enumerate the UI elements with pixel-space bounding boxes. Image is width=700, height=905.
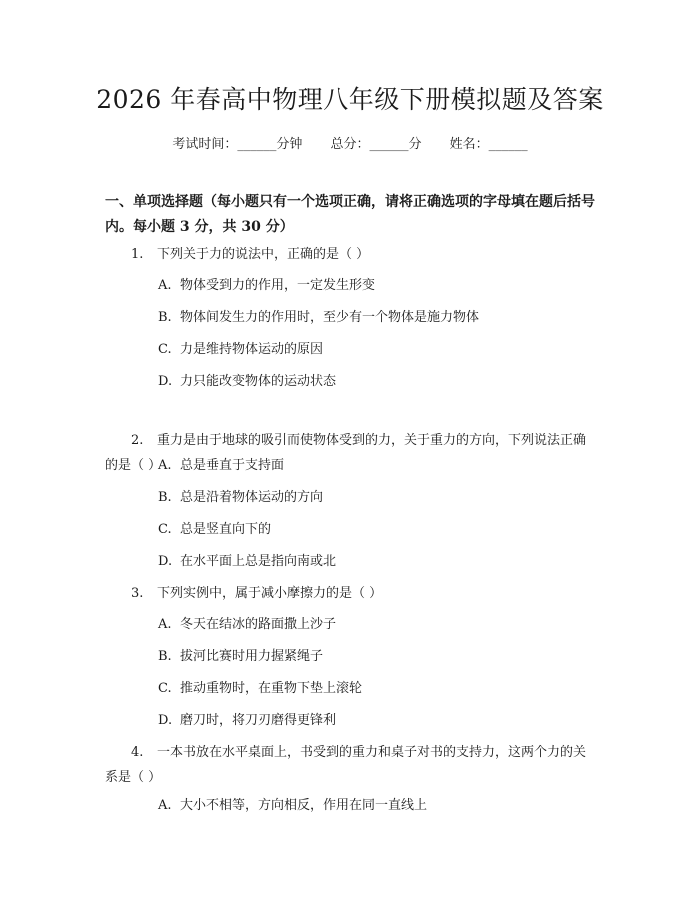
option-text: 物体受到力的作用，一定发生形变 [180, 278, 376, 293]
question-text: 下列实例中，属于减小摩擦力的是（ ） [157, 586, 383, 601]
option-text: 拔河比赛时用力握紧绳子 [180, 649, 324, 664]
option-letter: A. [158, 617, 172, 632]
question-4-option-a [158, 796, 598, 816]
question-1-option-a [158, 276, 598, 296]
option-text: 磨刀时，将刀刃磨得更锋利 [180, 713, 337, 728]
section-heading: 一、单项选择题（每小题只有一个选项正确，请将正确选项的字母填在题后括号内。每小题 3 分，共 30 分） [105, 194, 595, 235]
question-2-option-a [158, 456, 598, 476]
exam-time-field: 考试时间：______分钟 [172, 137, 303, 152]
option-letter: D. [158, 374, 173, 389]
question-4 [105, 740, 595, 790]
question-2-option-b [158, 488, 598, 508]
option-letter: C. [158, 522, 172, 537]
question-text: 一本书放在水平桌面上，书受到的重力和桌子对书的支持力，这两个力的关系是（ ） [105, 745, 587, 785]
question-3-option-b [158, 647, 598, 667]
option-letter: A. [158, 278, 172, 293]
question-3-option-a [158, 615, 598, 635]
option-letter: D. [158, 554, 173, 569]
question-number: 4. [131, 745, 144, 760]
question-1-option-c [158, 340, 598, 360]
option-text: 在水平面上总是指向南或北 [180, 554, 337, 569]
question-3-option-d [158, 711, 598, 731]
option-letter: A. [158, 458, 172, 473]
exam-info [0, 133, 700, 152]
option-text: 冬天在结冰的路面撒上沙子 [180, 617, 337, 632]
question-3-option-c [158, 679, 598, 699]
question-2-option-d [158, 552, 598, 572]
question-number: 2. [131, 433, 144, 448]
option-letter: D. [158, 713, 173, 728]
option-text: 大小不相等，方向相反，作用在同一直线上 [180, 798, 428, 813]
option-letter: A. [158, 798, 172, 813]
question-number: 3. [131, 586, 144, 601]
option-letter: B. [158, 490, 172, 505]
option-text: 力只能改变物体的运动状态 [180, 374, 337, 389]
option-text: 总是垂直于支持面 [180, 458, 285, 473]
question-1 [105, 242, 595, 267]
option-letter: C. [158, 681, 172, 696]
option-text: 推动重物时，在重物下垫上滚轮 [180, 681, 363, 696]
question-1-option-b [158, 308, 598, 328]
question-1-option-d [158, 372, 598, 392]
total-score-field: 总分：______分 [330, 137, 422, 152]
option-letter: B. [158, 649, 172, 664]
question-2-option-c [158, 520, 598, 540]
option-letter: B. [158, 310, 172, 325]
question-text: 重力是由于地球的吸引而使物体受到的力，关于重力的方向，下列说法正确的是（ ） [105, 433, 587, 473]
question-3 [105, 581, 595, 606]
question-number: 1. [131, 247, 144, 262]
option-text: 总是沿着物体运动的方向 [180, 490, 324, 505]
question-text: 下列关于力的说法中，正确的是（ ） [157, 247, 370, 262]
option-text: 力是维持物体运动的原因 [180, 342, 324, 357]
student-name-field: 姓名：______ [449, 137, 528, 152]
option-text: 物体间发生力的作用时，至少有一个物体是施力物体 [180, 310, 480, 325]
page-title: 2026 年春高中物理八年级下册模拟题及答案 [96, 85, 604, 114]
option-letter: C. [158, 342, 172, 357]
option-text: 总是竖直向下的 [180, 522, 272, 537]
